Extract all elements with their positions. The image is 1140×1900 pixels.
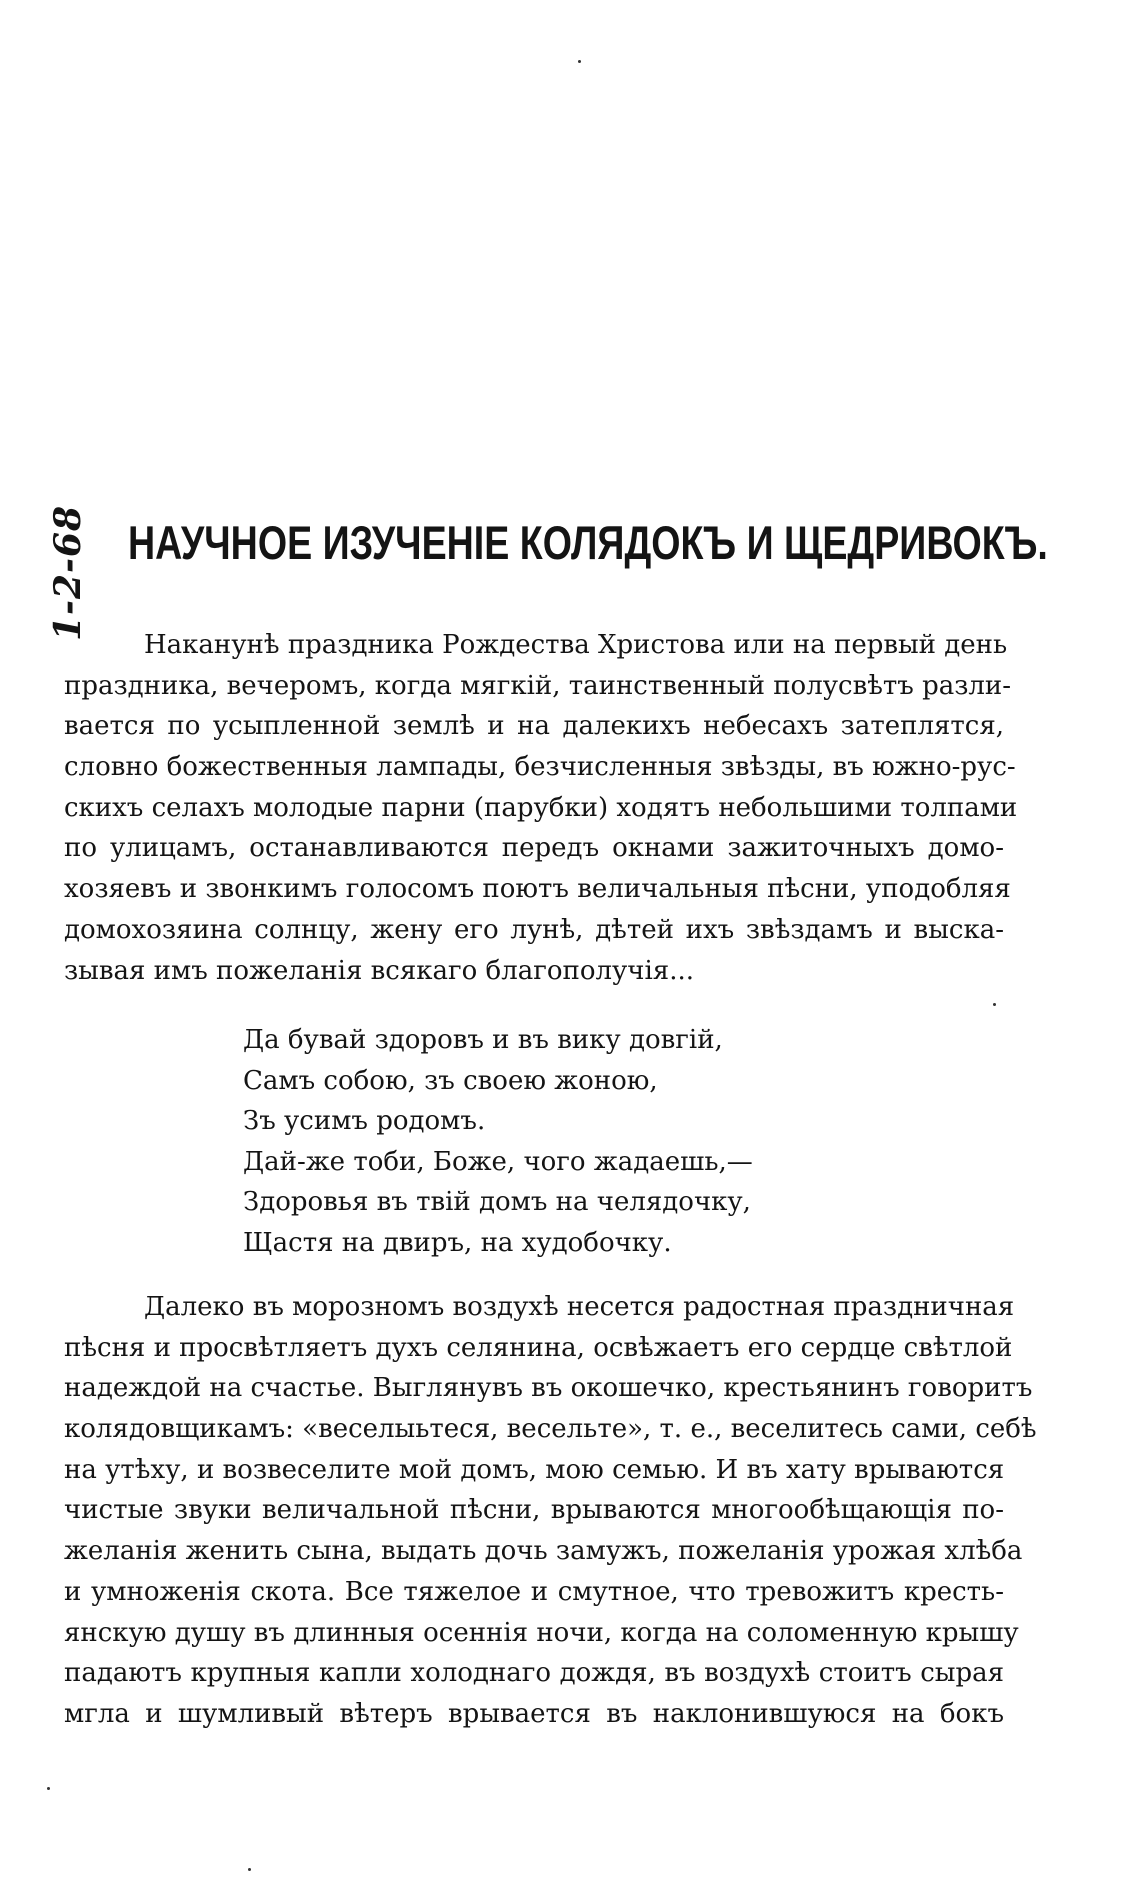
page-title: НАУЧНОЕ ИЗУЧЕНІЕ КОЛЯДОКЪ И ЩЕДРИВОКЪ. [128, 516, 1048, 569]
paragraph-line: падаютъ крупныя капли холоднаго дождя, въ воздухѣ стоитъ сырая [64, 1658, 1004, 1689]
paragraph-line: хозяевъ и звонкимъ голосомъ поютъ величальныя пѣсни, уподобляя [64, 874, 1011, 905]
paragraph-line: скихъ селахъ молодые парни (парубки) ходятъ небольшими толпами [64, 792, 1018, 823]
verse-line: Зъ усимъ родомъ. [243, 1106, 486, 1136]
paragraph-line: Далеко въ морозномъ воздухѣ несется радостная праздничная [144, 1292, 1015, 1322]
paragraph-line: надеждой на счастье. Выглянувъ въ окошечко, крестьянинъ говоритъ [64, 1373, 1033, 1404]
paragraph-line: словно божественныя лампады, безчисленныя звѣзды, въ южно-рус- [64, 752, 1016, 783]
scan-speck [578, 60, 581, 63]
paragraph-line: домохозяина солнцу, жену его лунѣ, дѣтей ихъ звѣздамъ и выска- [64, 914, 1004, 945]
paragraph-line: желанія женить сына, выдать дочь замужъ, пожеланія урожая хлѣба [64, 1536, 1023, 1567]
paragraph-line: колядовщикамъ: «веселыьтеся, весельте», т. е., веселитесь сами, себѣ [64, 1414, 1037, 1445]
verse-line: Дай-же тоби, Боже, чого жадаешь,— [243, 1146, 753, 1177]
verse-line: Щастя на двиръ, на худобочку. [243, 1227, 672, 1258]
paragraph-line: Наканунѣ праздника Рождества Христова или на первый день [144, 630, 1008, 660]
paragraph-line: мгла и шумливый вѣтеръ врывается въ наклонившуюся на бокъ [64, 1698, 1004, 1729]
paragraph-line: чистые звуки величальной пѣсни, врываются многообѣщающія по- [64, 1495, 1004, 1526]
paragraph-line: праздника, вечеромъ, когда мягкій, таинственный полусвѣтъ разли- [64, 670, 1012, 701]
paragraph-line: зывая имъ пожеланія всякаго благополучія... [64, 955, 694, 986]
verse-line: Самъ собою, зъ своею жоною, [243, 1065, 658, 1096]
paragraph-line: и умноженія скота. Все тяжелое и смутное, что тревожитъ кресть- [64, 1576, 1004, 1607]
paragraph-line: пѣсня и просвѣтляетъ духъ селянина, освѣжаетъ его сердце свѣтлой [64, 1332, 1013, 1363]
paragraph-line: вается по усыпленной землѣ и на далекихъ небесахъ затеплятся, [64, 711, 1004, 742]
verse-line: Здоровья въ твій домъ на челядочку, [243, 1187, 751, 1217]
verse-line: Да бувай здоровъ и въ вику довгій, [243, 1025, 723, 1055]
paragraph-line: янскую душу въ длинныя осеннія ночи, когда на соломенную крышу [64, 1617, 1019, 1648]
paragraph-line: на утѣху, и возвеселите мой домъ, мою семью. И въ хату врываются [64, 1454, 1005, 1485]
scan-speck [248, 1868, 251, 1871]
paragraph-1 [64, 625, 1018, 991]
scan-speck [47, 1787, 50, 1790]
verse-block [243, 1020, 803, 1263]
margin-note-text: 1-2-68 [47, 504, 89, 642]
scan-speck [993, 1003, 996, 1006]
paragraph-line: по улицамъ, останавливаются передъ окнами зажиточныхъ домо- [64, 833, 1004, 864]
paragraph-2 [64, 1287, 1037, 1735]
